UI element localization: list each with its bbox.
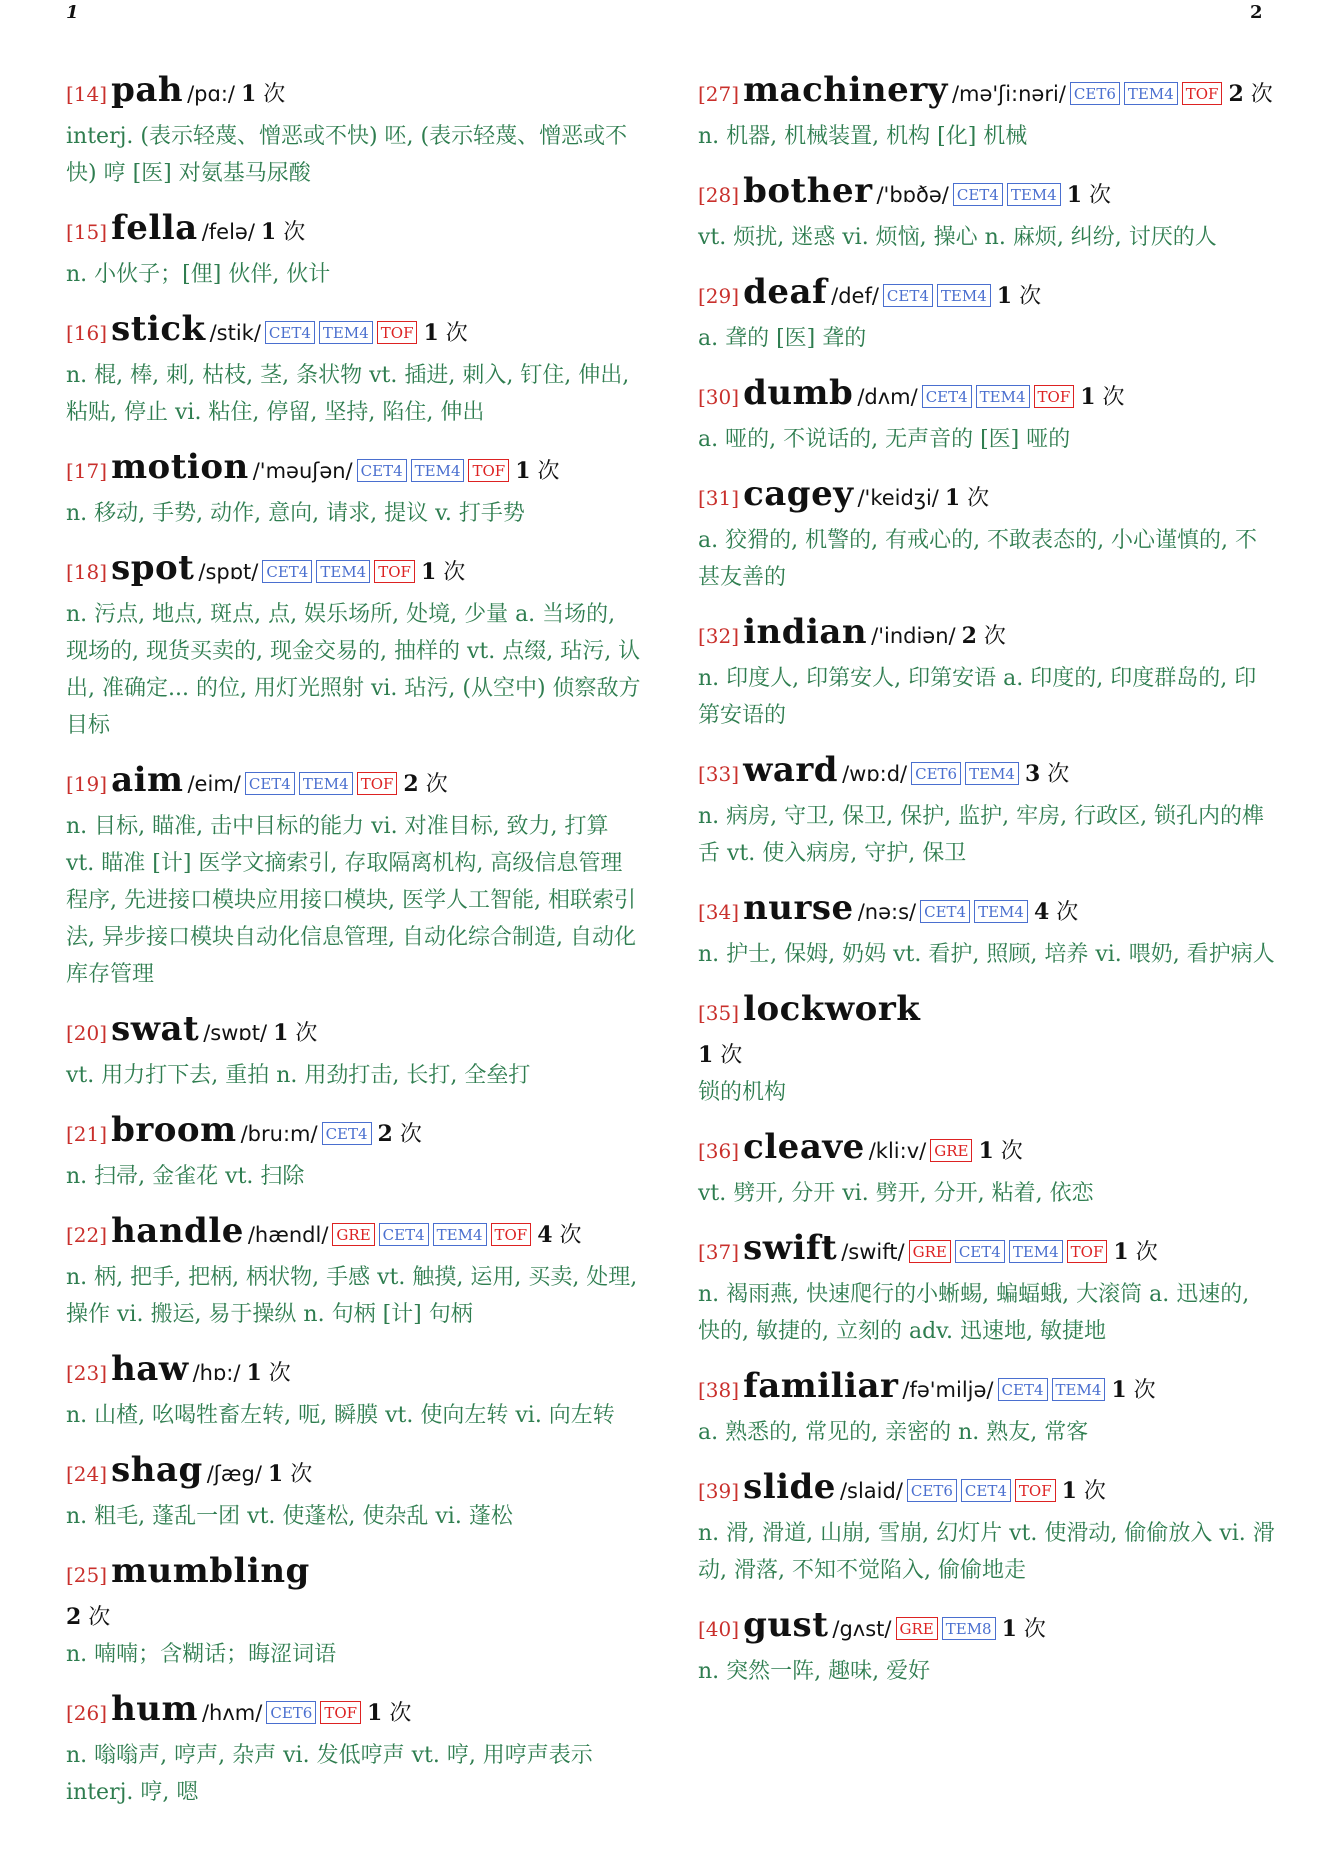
- headword: cagey: [743, 474, 854, 514]
- entry-index: [23]: [66, 1361, 108, 1385]
- entry-headline: [66, 1347, 641, 1397]
- exam-tag-tem4: TEM4: [316, 560, 370, 583]
- word-entry: [698, 1364, 1278, 1451]
- phonetic: /kli:v/: [868, 1139, 927, 1163]
- entry-headline: [698, 886, 1278, 936]
- phonetic: /eim/: [187, 772, 241, 796]
- occurrence-count: 3 次: [1024, 761, 1070, 787]
- exam-tag-cet4: CET4: [920, 900, 970, 923]
- headword: swift: [743, 1228, 838, 1268]
- definition: n. 小伙子；[俚] 伙伴, 伙计: [66, 262, 331, 287]
- headword: ward: [743, 750, 839, 790]
- word-entry: [698, 472, 1278, 596]
- exam-tag-tof: TOF: [320, 1701, 361, 1724]
- definition: n. 印度人, 印第安人, 印第安语 a. 印度的, 印度群岛的, 印第安语的: [698, 666, 1257, 728]
- occurrence-count: 1 次: [996, 283, 1042, 309]
- occurrence-count: 2 次: [66, 1604, 111, 1630]
- word-entry: [698, 610, 1278, 734]
- entry-index: [15]: [66, 220, 108, 244]
- exam-tag-cet4: CET4: [961, 1479, 1011, 1502]
- occurrence-count: 1 次: [515, 458, 560, 484]
- phonetic: /dʌm/: [857, 385, 918, 409]
- word-entry: [66, 1108, 641, 1195]
- headword: lockwork: [743, 989, 921, 1029]
- phonetic: /'indiən/: [871, 624, 956, 648]
- exam-tag-cet4: CET4: [262, 560, 312, 583]
- exam-tag-tem4: TEM4: [319, 321, 373, 344]
- exam-tag-cet4: CET4: [922, 385, 972, 408]
- phonetic: /fə'miljə/: [902, 1378, 994, 1402]
- phonetic: /def/: [831, 284, 879, 308]
- entry-headline: [66, 68, 641, 118]
- word-entry: [66, 1687, 641, 1811]
- definition: n. 棍, 棒, 刺, 枯枝, 茎, 条状物 vt. 插进, 刺入, 钉住, 伸出, 粘贴, 停止 vi. 粘住, 停留, 坚持, 陷住, 伸出: [66, 363, 630, 425]
- occurrence-count: 2 次: [403, 771, 448, 797]
- exam-tag-cet6: CET6: [266, 1701, 316, 1724]
- headword: shag: [111, 1450, 203, 1490]
- phonetic: /swift/: [841, 1240, 905, 1264]
- headword: handle: [111, 1211, 244, 1251]
- word-entry: [66, 307, 641, 431]
- entry-index: [26]: [66, 1701, 108, 1725]
- headword: familiar: [743, 1366, 899, 1406]
- entry-headline: [698, 270, 1278, 320]
- exam-tag-tem4: TEM4: [1007, 183, 1061, 206]
- headword: broom: [111, 1110, 237, 1150]
- phonetic: /ʃæg/: [206, 1462, 262, 1486]
- exam-tag-cet4: CET4: [322, 1122, 372, 1145]
- headword: cleave: [743, 1127, 865, 1167]
- exam-tag-cet6: CET6: [911, 762, 961, 785]
- definition: vt. 烦扰, 迷惑 vi. 烦恼, 操心 n. 麻烦, 纠纷, 讨厌的人: [698, 225, 1217, 250]
- definition: interj. (表示轻蔑、憎恶或不快) 呸, (表示轻蔑、憎恶或不快) 哼 [医] 对氨基马尿酸: [66, 124, 628, 186]
- exam-tag-tof: TOF: [1034, 385, 1075, 408]
- entry-index: [39]: [698, 1479, 740, 1503]
- entry-index: [27]: [698, 82, 740, 106]
- entry-index: [34]: [698, 900, 740, 924]
- word-entry: [66, 758, 641, 993]
- word-entry: [698, 886, 1278, 973]
- word-entry: [66, 1007, 641, 1094]
- occurrence-count: 1 次: [1001, 1616, 1046, 1642]
- headword: dumb: [743, 373, 854, 413]
- exam-tag-cet4: CET4: [998, 1378, 1048, 1401]
- phonetic: /nə:s/: [857, 900, 917, 924]
- right-column: [698, 68, 1278, 1690]
- exam-tag-tof: TOF: [1182, 82, 1223, 105]
- phonetic: /'keidʒi/: [857, 486, 939, 510]
- exam-tag-tem4: TEM4: [937, 284, 991, 307]
- phonetic: /'məuʃən/: [252, 459, 353, 483]
- entry-index: [20]: [66, 1021, 108, 1045]
- definition: n. 扫帚, 金雀花 vt. 扫除: [66, 1164, 305, 1189]
- word-entry: [66, 1549, 641, 1673]
- occurrence-count: 1 次: [1080, 384, 1125, 410]
- exam-tag-cet4: CET4: [357, 459, 407, 482]
- exam-tag-tof: TOF: [491, 1223, 532, 1246]
- entry-index: [33]: [698, 762, 740, 786]
- headword: aim: [111, 760, 184, 800]
- entry-headline: [66, 1687, 641, 1737]
- occurrence-count: 1 次: [246, 1360, 291, 1386]
- occurrence-count: 1 次: [1061, 1478, 1106, 1504]
- definition: n. 喃喃；含糊话；晦涩词语: [66, 1642, 337, 1667]
- definition: n. 目标, 瞄准, 击中目标的能力 vi. 对准目标, 致力, 打算 vt. 瞄准 [计] 医学文摘索引, 存取隔离机构, 高级信息管理程序, 先进接口模块应用接口模块, 医学人工智能, 相联索引法, 异步接口模块自动化信息管理, 自动化综合制造, 自动化库存管理: [66, 814, 636, 987]
- occurrence-count: 4 次: [1033, 899, 1079, 925]
- definition: 锁的机构: [698, 1080, 787, 1105]
- exam-tag-tem4: TEM4: [965, 762, 1019, 785]
- exam-tag-cet4: CET4: [265, 321, 315, 344]
- exam-tag-tem4: TEM4: [299, 772, 353, 795]
- entry-headline: [66, 1549, 641, 1599]
- phonetic: /stik/: [209, 321, 261, 345]
- entry-headline: [66, 758, 641, 808]
- exam-tag-cet6: CET6: [1070, 82, 1120, 105]
- entry-index: [38]: [698, 1378, 740, 1402]
- occurrence-count: 2 次: [1228, 81, 1273, 107]
- entry-index: [14]: [66, 82, 108, 106]
- headword: indian: [743, 612, 868, 652]
- exam-tag-tem4: TEM4: [411, 459, 465, 482]
- word-entry: [66, 68, 641, 192]
- exam-tag-gre: GRE: [896, 1617, 938, 1640]
- exam-tag-tem4: TEM4: [1052, 1378, 1106, 1401]
- entry-index: [32]: [698, 624, 740, 648]
- entry-headline: [698, 1226, 1278, 1276]
- word-entry: [698, 1226, 1278, 1350]
- entry-headline: [66, 546, 641, 596]
- headword: hum: [111, 1689, 198, 1729]
- exam-tag-tem4: TEM4: [976, 385, 1030, 408]
- phonetic: /spɒt/: [198, 560, 259, 584]
- entry-index: [16]: [66, 321, 108, 345]
- occurrence-count: 1 次: [1111, 1377, 1156, 1403]
- entry-index: [22]: [66, 1223, 108, 1247]
- definition: n. 柄, 把手, 把柄, 柄状物, 手感 vt. 触摸, 运用, 买卖, 处理, 操作 vi. 搬运, 易于操纵 n. 句柄 [计] 句柄: [66, 1265, 638, 1327]
- exam-tag-cet4: CET4: [883, 284, 933, 307]
- phonetic: /pɑ:/: [187, 82, 235, 106]
- exam-tag-tof: TOF: [377, 321, 418, 344]
- word-entry: [698, 68, 1278, 155]
- exam-tag-tem4: TEM4: [433, 1223, 487, 1246]
- headword: slide: [743, 1467, 836, 1507]
- entry-index: [40]: [698, 1617, 740, 1641]
- word-entry: [66, 546, 641, 744]
- entry-headline: [698, 472, 1278, 522]
- entry-index: [25]: [66, 1563, 108, 1587]
- page-number-right: 2: [1250, 2, 1263, 23]
- entry-headline: [66, 1108, 641, 1158]
- word-entry: [698, 169, 1278, 256]
- entry-headline: [698, 1364, 1278, 1414]
- phonetic: /wɒ:d/: [842, 762, 908, 786]
- page-number-left: 1: [66, 2, 79, 23]
- definition: n. 山楂, 吆喝牲畜左转, 呃, 瞬膜 vt. 使向左转 vi. 向左转: [66, 1403, 615, 1428]
- exam-tag-tem4: TEM4: [1124, 82, 1178, 105]
- exam-tag-cet4: CET4: [245, 772, 295, 795]
- entry-headline: [66, 307, 641, 357]
- occurrence-count: 1 次: [260, 219, 306, 245]
- entry-headline: [66, 1007, 641, 1057]
- exam-tag-gre: GRE: [909, 1240, 951, 1263]
- exam-tag-tof: TOF: [1067, 1240, 1108, 1263]
- definition: a. 熟悉的, 常见的, 亲密的 n. 熟友, 常客: [698, 1420, 1089, 1445]
- headword: fella: [111, 208, 198, 248]
- headword: deaf: [743, 272, 828, 312]
- headword: haw: [111, 1349, 189, 1389]
- entry-headline: [66, 206, 641, 256]
- entry-headline: [66, 1448, 641, 1498]
- phonetic: /gʌst/: [832, 1617, 892, 1641]
- count-line: [66, 1599, 641, 1636]
- headword: gust: [743, 1605, 829, 1645]
- entry-index: [19]: [66, 772, 108, 796]
- entry-headline: [698, 68, 1278, 118]
- entry-index: [31]: [698, 486, 740, 510]
- entry-headline: [698, 1603, 1278, 1653]
- entry-headline: [698, 748, 1278, 798]
- occurrence-count: 1 次: [240, 81, 286, 107]
- phonetic: /mə'ʃi:nəri/: [951, 82, 1066, 106]
- phonetic: /felə/: [201, 220, 255, 244]
- exam-tag-tof: TOF: [1015, 1479, 1056, 1502]
- word-entry: [698, 748, 1278, 872]
- phonetic: /hɒ:/: [192, 1361, 241, 1385]
- word-entry: [66, 445, 641, 532]
- count-line: [698, 1037, 1278, 1074]
- exam-tag-cet6: CET6: [907, 1479, 957, 1502]
- definition: n. 粗毛, 蓬乱一团 vt. 使蓬松, 使杂乱 vi. 蓬松: [66, 1504, 513, 1529]
- word-entry: [698, 987, 1278, 1111]
- headword: nurse: [743, 888, 854, 928]
- exam-tag-gre: GRE: [930, 1139, 972, 1162]
- phonetic: /hʌm/: [201, 1701, 263, 1725]
- phonetic: /hændl/: [247, 1223, 329, 1247]
- entry-index: [37]: [698, 1240, 740, 1264]
- occurrence-count: 2 次: [961, 623, 1006, 649]
- occurrence-count: 1 次: [944, 485, 990, 511]
- entry-index: [17]: [66, 459, 108, 483]
- definition: n. 褐雨燕, 快速爬行的小蜥蜴, 蝙蝠蛾, 大滚筒 a. 迅速的, 快的, 敏捷的, 立刻的 adv. 迅速地, 敏捷地: [698, 1282, 1250, 1344]
- headword: stick: [111, 309, 206, 349]
- exam-tag-cet4: CET4: [955, 1240, 1005, 1263]
- entry-index: [24]: [66, 1462, 108, 1486]
- occurrence-count: 1 次: [1113, 1239, 1158, 1265]
- definition: vt. 用力打下去, 重拍 n. 用劲打击, 长打, 全垒打: [66, 1063, 531, 1088]
- word-entry: [66, 1347, 641, 1434]
- occurrence-count: 1 次: [978, 1138, 1023, 1164]
- definition: n. 嗡嗡声, 哼声, 杂声 vi. 发低哼声 vt. 哼, 用哼声表示 interj. 哼, 嗯: [66, 1743, 593, 1805]
- definition: a. 狡猾的, 机警的, 有戒心的, 不敢表态的, 小心谨慎的, 不甚友善的: [698, 528, 1258, 590]
- entry-headline: [698, 371, 1278, 421]
- word-entry: [698, 371, 1278, 458]
- definition: n. 污点, 地点, 斑点, 点, 娱乐场所, 处境, 少量 a. 当场的, 现场的, 现货买卖的, 现金交易的, 抽样的 vt. 点缀, 玷污, 认出, 准确定... 的位, 用灯光照射 vi. 玷污, (从空中) 侦察敌方目标: [66, 602, 641, 738]
- phonetic: /bru:m/: [240, 1122, 318, 1146]
- exam-tag-cet4: CET4: [953, 183, 1003, 206]
- occurrence-count: 1 次: [423, 320, 468, 346]
- occurrence-count: 1 次: [420, 559, 466, 585]
- occurrence-count: 1 次: [267, 1461, 313, 1487]
- exam-tag-tem8: TEM8: [942, 1617, 996, 1640]
- occurrence-count: 1 次: [367, 1700, 412, 1726]
- phonetic: /'bɒðə/: [876, 183, 949, 207]
- exam-tag-gre: GRE: [332, 1223, 374, 1246]
- exam-tag-cet4: CET4: [379, 1223, 429, 1246]
- entry-headline: [698, 169, 1278, 219]
- entry-index: [28]: [698, 183, 740, 207]
- exam-tag-tof: TOF: [357, 772, 398, 795]
- exam-tag-tof: TOF: [374, 560, 415, 583]
- entry-index: [30]: [698, 385, 740, 409]
- phonetic: /swɒt/: [203, 1021, 268, 1045]
- entry-index: [36]: [698, 1139, 740, 1163]
- word-entry: [698, 270, 1278, 357]
- entry-headline: [698, 1125, 1278, 1175]
- exam-tag-tem4: TEM4: [1009, 1240, 1063, 1263]
- entry-headline: [698, 610, 1278, 660]
- exam-tag-tem4: TEM4: [974, 900, 1028, 923]
- occurrence-count: 1 次: [273, 1020, 318, 1046]
- occurrence-count: 4 次: [537, 1222, 582, 1248]
- headword: pah: [111, 70, 184, 110]
- headword: spot: [111, 548, 195, 588]
- occurrence-count: 1 次: [698, 1042, 743, 1068]
- entry-headline: [66, 445, 641, 495]
- word-entry: [698, 1125, 1278, 1212]
- entry-index: [21]: [66, 1122, 108, 1146]
- definition: n. 机器, 机械装置, 机构 [化] 机械: [698, 124, 1028, 149]
- word-entry: [66, 206, 641, 293]
- headword: swat: [111, 1009, 200, 1049]
- entry-index: [18]: [66, 560, 108, 584]
- occurrence-count: 2 次: [377, 1121, 422, 1147]
- occurrence-count: 1 次: [1066, 182, 1111, 208]
- definition: n. 滑, 滑道, 山崩, 雪崩, 幻灯片 vt. 使滑动, 偷偷放入 vi. 滑动, 滑落, 不知不觉陷入, 偷偷地走: [698, 1521, 1275, 1583]
- word-entry: [698, 1465, 1278, 1589]
- definition: a. 哑的, 不说话的, 无声音的 [医] 哑的: [698, 427, 1071, 452]
- word-entry: [66, 1448, 641, 1535]
- word-entry: [66, 1209, 641, 1333]
- entry-index: [35]: [698, 1001, 740, 1025]
- headword: machinery: [743, 70, 948, 110]
- entry-headline: [698, 987, 1278, 1037]
- definition: n. 突然一阵, 趣味, 爱好: [698, 1659, 931, 1684]
- definition: n. 移动, 手势, 动作, 意向, 请求, 提议 v. 打手势: [66, 501, 525, 526]
- entry-headline: [66, 1209, 641, 1259]
- entry-index: [29]: [698, 284, 740, 308]
- definition: n. 护士, 保姆, 奶妈 vt. 看护, 照顾, 培养 vi. 喂奶, 看护病人: [698, 942, 1275, 967]
- definition: n. 病房, 守卫, 保卫, 保护, 监护, 牢房, 行政区, 锁孔内的榫舌 vt. 使入病房, 守护, 保卫: [698, 804, 1265, 866]
- definition: a. 聋的 [医] 聋的: [698, 326, 867, 351]
- word-entry: [698, 1603, 1278, 1690]
- definition: vt. 劈开, 分开 vi. 劈开, 分开, 粘着, 依恋: [698, 1181, 1094, 1206]
- headword: motion: [111, 447, 249, 487]
- exam-tag-tof: TOF: [468, 459, 509, 482]
- left-column: [66, 68, 641, 1811]
- headword: bother: [743, 171, 873, 211]
- headword: mumbling: [111, 1551, 310, 1591]
- phonetic: /slaid/: [839, 1479, 903, 1503]
- entry-headline: [698, 1465, 1278, 1515]
